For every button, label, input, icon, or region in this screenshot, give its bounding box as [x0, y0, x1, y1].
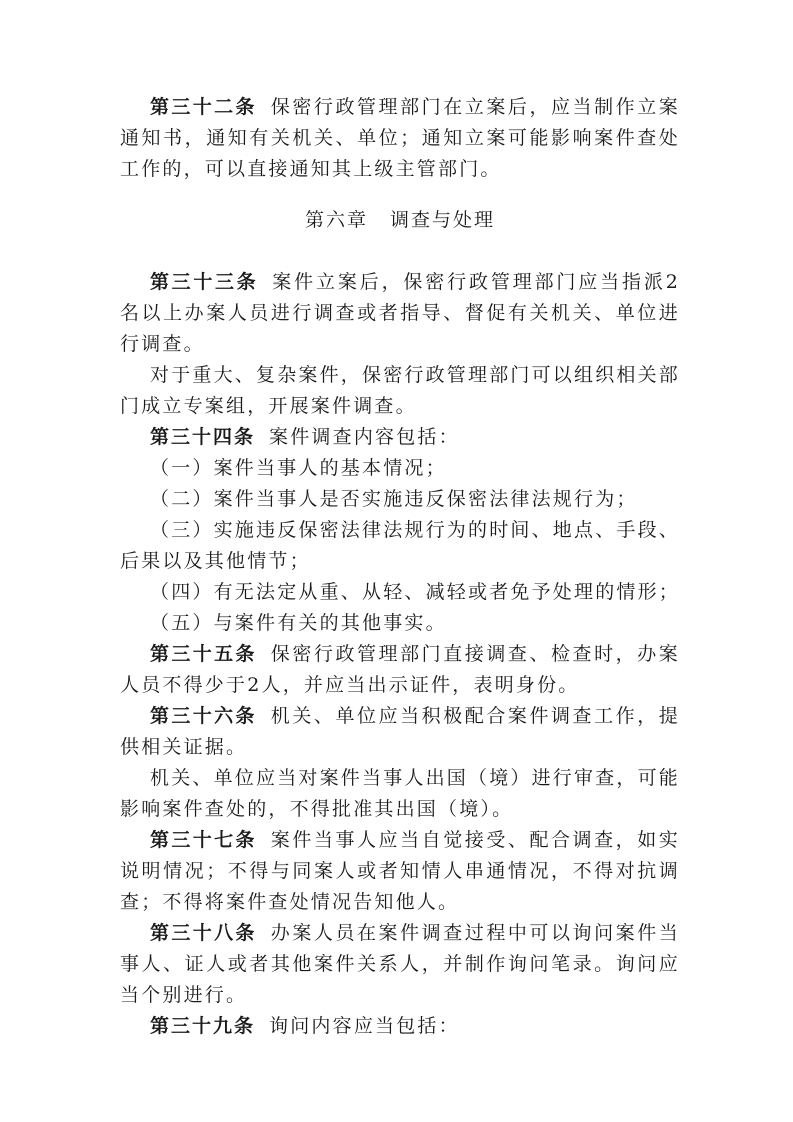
article-text: 办案人员在案件调查过程中可以询问案件当事人、证人或者其他案件关系人，并制作询问笔录。询问应当个别进行。	[120, 922, 680, 1006]
document-body	[120, 92, 680, 1042]
list-item: （五）与案件有关的其他事实。	[150, 612, 447, 634]
article-36-paragraph-2: 机关、单位应当对案件当事人出国（境）进行审查，可能影响案件查处的，不得批准其出国（境）。	[120, 767, 681, 820]
article-36	[120, 701, 680, 763]
article-heading: 第三十七条	[150, 829, 257, 851]
article-37	[120, 825, 680, 918]
article-heading: 第三十九条	[150, 1015, 256, 1037]
list-item: （四）有无法定从重、从轻、减轻或者免予处理的情形；	[150, 581, 681, 603]
article-text: 询问内容应当包括：	[269, 1015, 460, 1037]
article-heading: 第三十二条	[150, 96, 257, 118]
article-text: 保密行政管理部门直接调查、检查时，办案人员不得少于2人，并应当出示证件，表明身份。	[120, 643, 680, 696]
list-item: （一）案件当事人的基本情况；	[150, 457, 447, 479]
chapter-heading	[120, 205, 680, 236]
article-heading: 第三十四条	[150, 426, 256, 448]
article-text: 保密行政管理部门在立案后，应当制作立案通知书，通知有关机关、单位；通知立案可能影响案件查处工作的，可以直接通知其上级主管部门。	[120, 96, 680, 180]
article-33	[120, 267, 680, 360]
article-heading: 第三十五条	[150, 643, 257, 665]
list-item: （二）案件当事人是否实施违反保密法律法规行为；	[150, 488, 638, 510]
article-39	[120, 1011, 680, 1042]
article-35	[120, 639, 680, 701]
article-text: 案件当事人应当自觉接受、配合调查，如实说明情况；不得与同案人或者知情人串通情况，不得对抗调查；不得将案件查处情况告知他人。	[120, 829, 680, 913]
article-32	[120, 92, 680, 185]
article-heading: 第三十三条	[150, 271, 259, 293]
list-item: （三）实施违反保密法律法规行为的时间、地点、手段、后果以及其他情节；	[120, 519, 681, 572]
article-33-paragraph-2: 对于重大、复杂案件，保密行政管理部门可以组织相关部门成立专案组，开展案件调查。	[120, 364, 681, 417]
article-text: 案件调查内容包括：	[269, 426, 460, 448]
article-text: 机关、单位应当积极配合案件调查工作，提供相关证据。	[120, 705, 680, 758]
article-heading: 第三十六条	[150, 705, 257, 727]
article-38	[120, 918, 680, 1011]
article-text: 案件立案后，保密行政管理部门应当指派2名以上办案人员进行调查或者指导、督促有关机关、单位进行调查。	[120, 271, 680, 355]
article-heading: 第三十八条	[150, 922, 257, 944]
chapter-title: 调查与处理	[390, 209, 496, 231]
chapter-number: 第六章	[304, 209, 368, 231]
article-34	[120, 422, 680, 453]
